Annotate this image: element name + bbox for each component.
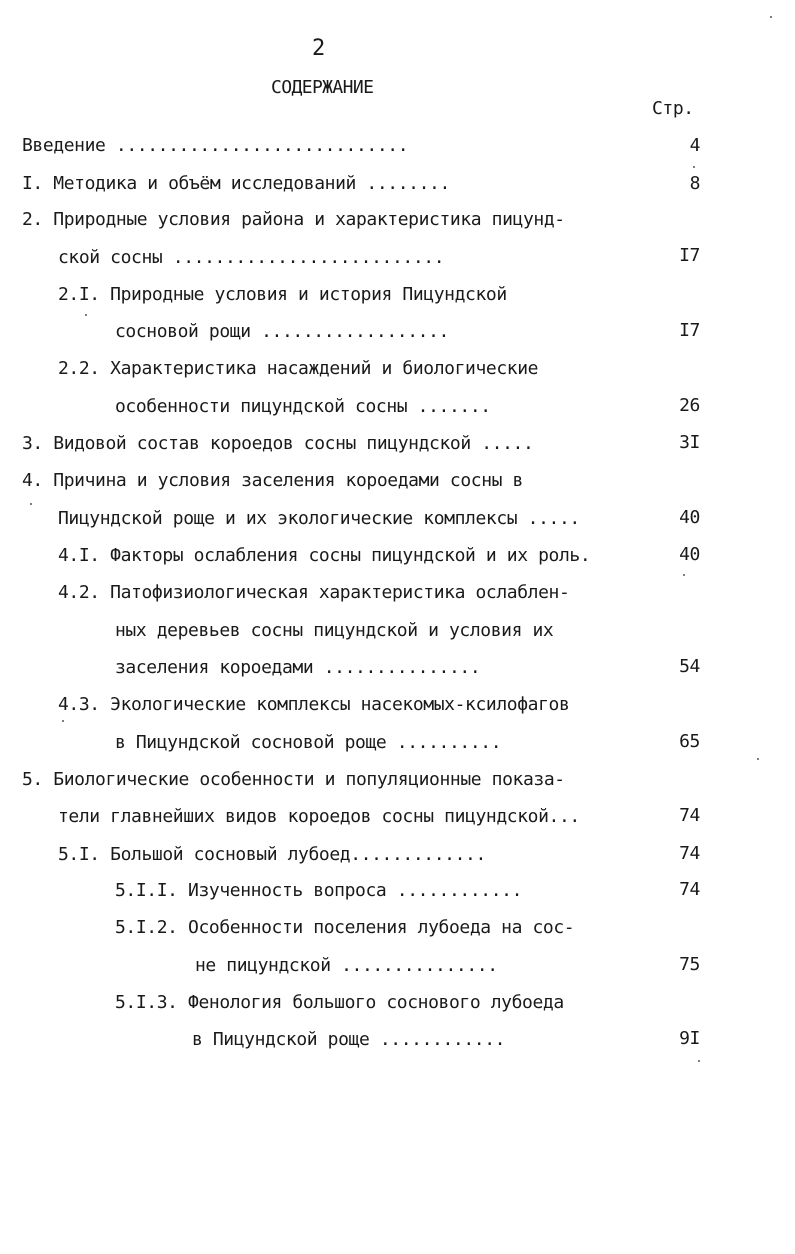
toc-entry-text: 5.I.2. Особенности поселения лубоеда на сос- (115, 917, 575, 938)
scan-speck (683, 574, 685, 576)
toc-entry-text: 3. Видовой состав короедов сосны пицундской ..... (22, 433, 534, 454)
toc-entry-page: I7 (679, 320, 700, 341)
scan-speck (30, 503, 32, 505)
toc-entry-text: 4.I. Факторы ослабления сосны пицундской и их роль. (58, 545, 591, 566)
toc-entry-page: 40 (679, 544, 700, 565)
toc-entry-page: 4 (689, 135, 700, 156)
toc-entry-text: сосновой рощи .................. (115, 321, 449, 342)
scan-speck (85, 314, 87, 316)
toc-entry-text: Введение ............................ (22, 135, 409, 156)
toc-entry-text: 5. Биологические особенности и популяционные показа- (22, 769, 565, 790)
toc-entry-page: 75 (679, 954, 700, 975)
toc-entry-text: ской сосны .......................... (58, 247, 445, 268)
toc-entry-text: 5.I.I. Изученность вопроса ............ (115, 880, 523, 901)
toc-entry-page: 8 (689, 173, 700, 194)
toc-entry-text: 2.I. Природные условия и история Пицундской (58, 284, 507, 305)
toc-entry-page: 9I (679, 1028, 700, 1049)
toc-entry-text: 5.I.3. Фенология большого соснового лубоеда (115, 992, 564, 1013)
toc-entry-page: 54 (679, 656, 700, 677)
toc-entry-page: 65 (679, 731, 700, 752)
scan-speck (693, 166, 695, 168)
toc-entry-text: 2.2. Характеристика насаждений и биологические (58, 358, 539, 379)
toc-entry-text: 4.2. Патофизиологическая характеристика ослаблен- (58, 582, 570, 603)
toc-entry-text: ных деревьев сосны пицундской и условия их (115, 620, 554, 641)
toc-entry-text: Пицундской роще и их экологические комплексы ..... (58, 508, 580, 529)
toc-entry-text: особенности пицундской сосны ....... (115, 396, 491, 417)
toc-entry-page: 74 (679, 843, 700, 864)
page-column-header: Стр. (652, 98, 694, 119)
page-number: 2 (312, 36, 325, 61)
toc-entry-page: I7 (679, 245, 700, 266)
toc-entry-text: 5.I. Большой сосновый лубоед............. (58, 844, 486, 865)
toc-entry-page: 74 (679, 805, 700, 826)
toc-entry-text: тели главнейших видов короедов сосны пицундской... (58, 806, 580, 827)
toc-entry-page: 40 (679, 507, 700, 528)
page-title: СОДЕРЖАНИЕ (271, 77, 374, 98)
toc-entry-page: 26 (679, 395, 700, 416)
toc-entry-text: 4. Причина и условия заселения короедами сосны в (22, 470, 523, 491)
toc-entry-page: 74 (679, 879, 700, 900)
toc-entry-text: заселения короедами ............... (115, 657, 481, 678)
toc-entry-text: I. Методика и объём исследований ........ (22, 173, 450, 194)
scan-speck (770, 16, 772, 18)
toc-entry-text: 4.3. Экологические комплексы насекомых-ксилофагов (58, 694, 570, 715)
scan-speck (62, 720, 64, 722)
toc-entry-text: в Пицундской роще ............ (192, 1029, 506, 1050)
toc-entry-page: 3I (679, 432, 700, 453)
toc-entry-text: в Пицундской сосновой роще .......... (115, 732, 502, 753)
scan-speck (757, 758, 759, 760)
toc-entry-text: 2. Природные условия района и характеристика пицунд- (22, 209, 565, 230)
scan-speck (698, 1060, 700, 1062)
toc-entry-text: не пицундской ............... (195, 955, 498, 976)
